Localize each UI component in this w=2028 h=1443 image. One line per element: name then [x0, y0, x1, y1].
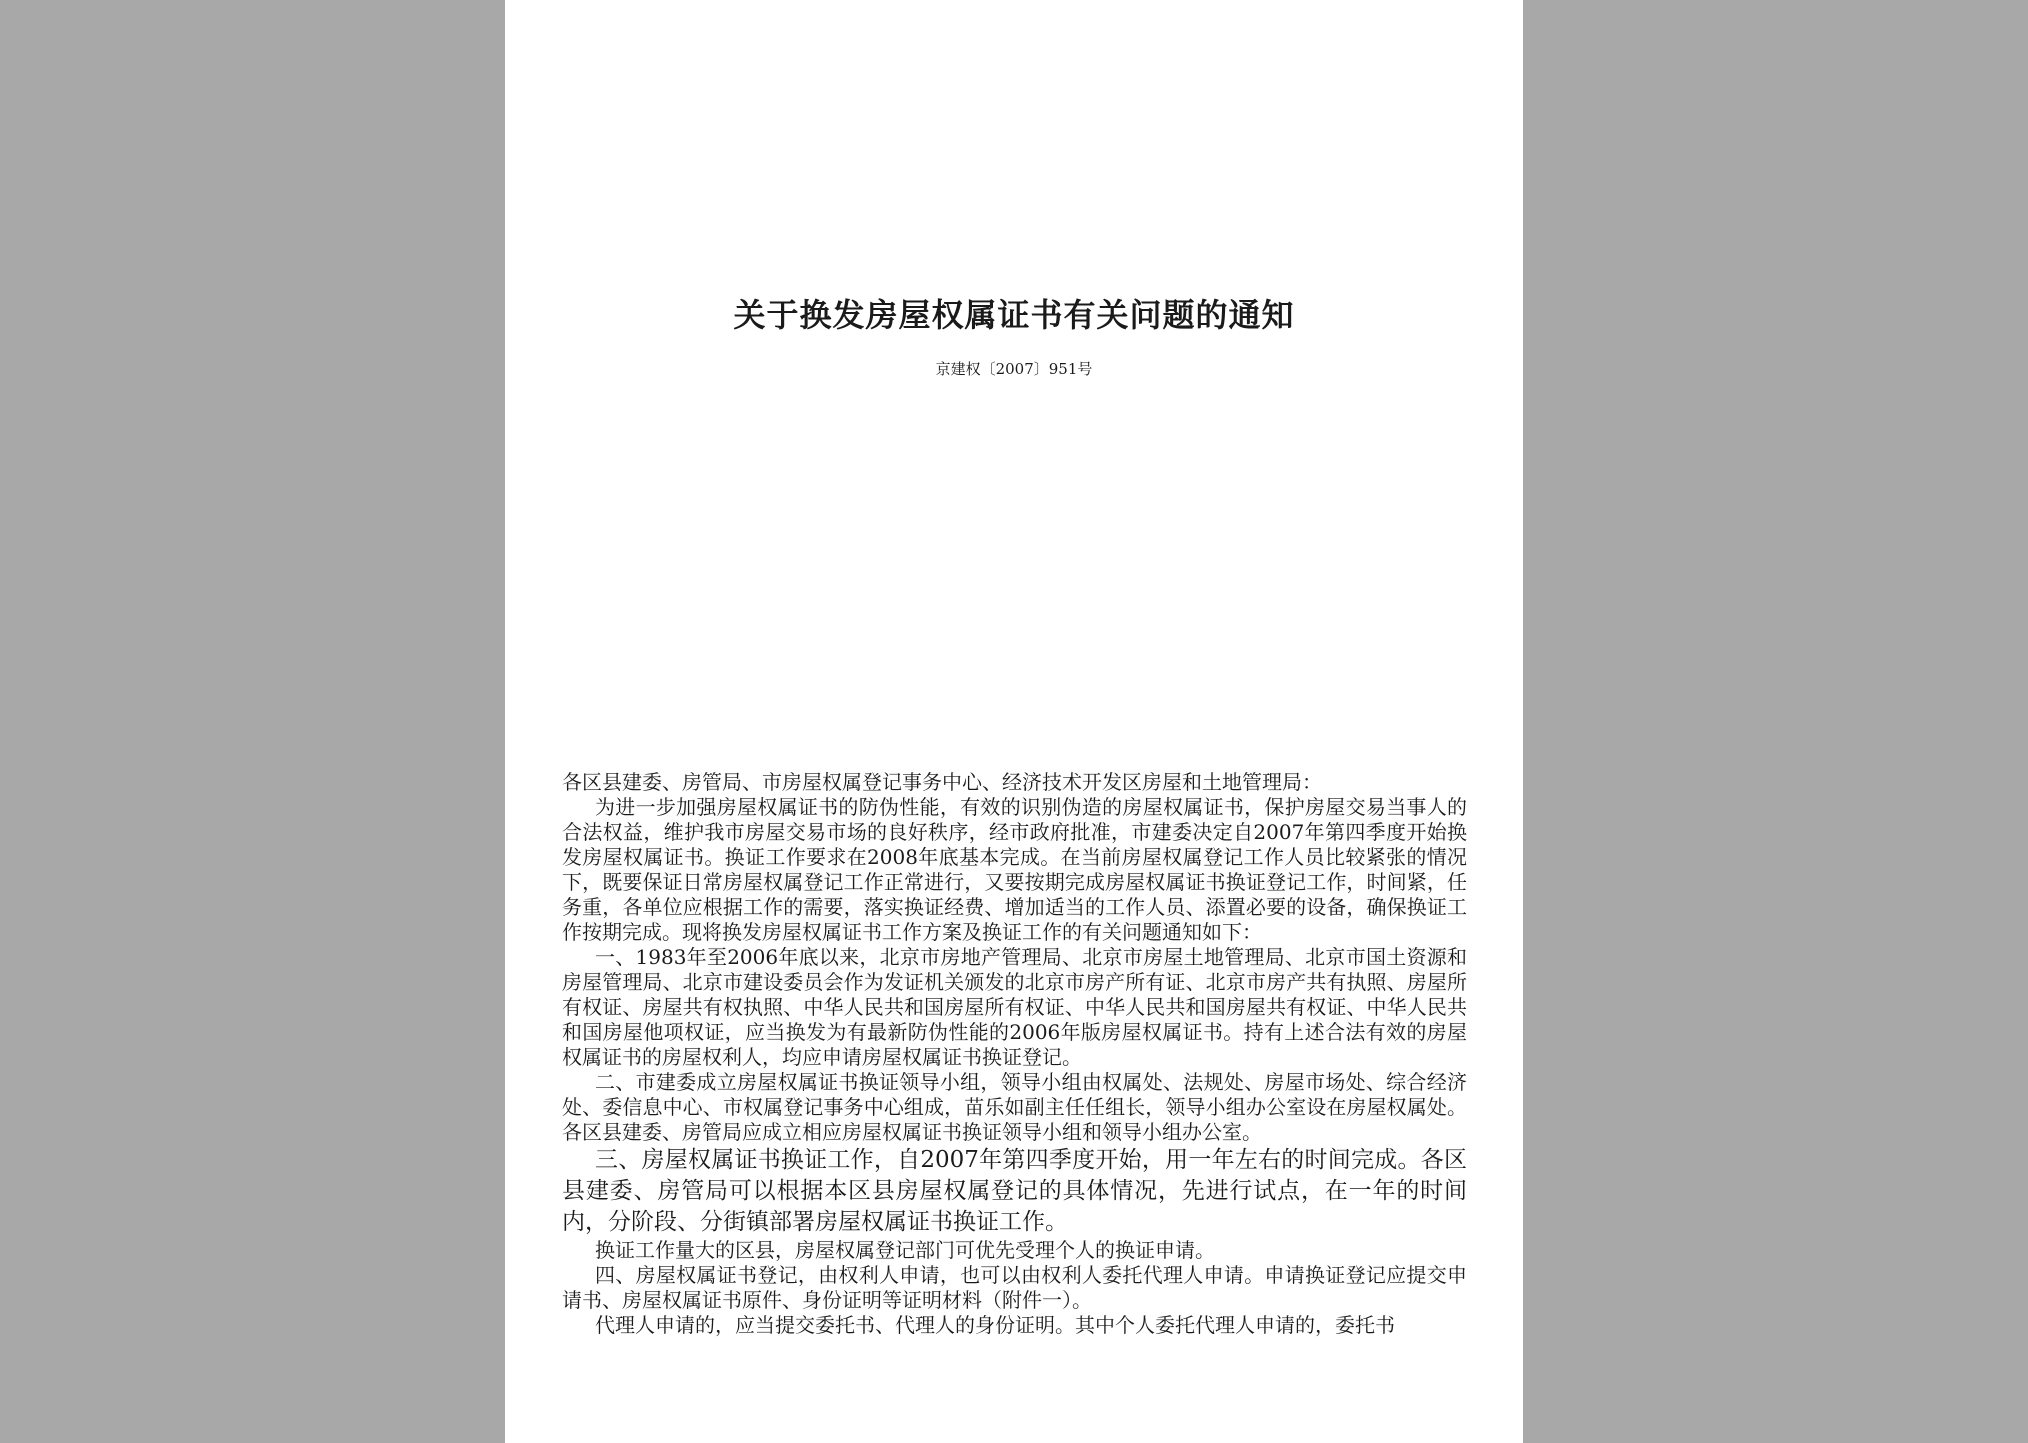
document-body — [562, 770, 1467, 1338]
document-title: 关于换发房屋权属证书有关问题的通知 — [733, 296, 1295, 334]
paragraph-item-3: 三、房屋权属证书换证工作，自2007年第四季度开始，用一年左右的时间完成。各区县建委、房管局可以根据本区县房屋权属登记的具体情况，先进行试点，在一年的时间内，分阶段、分街镇部署房屋权属证书换证工作。 — [562, 1147, 1467, 1235]
salutation: 各区县建委、房管局、市房屋权属登记事务中心、经济技术开发区房屋和土地管理局： — [562, 770, 1322, 794]
document-page — [505, 0, 1523, 1443]
paragraph-item-2: 二、市建委成立房屋权属证书换证领导小组，领导小组由权属处、法规处、房屋市场处、综合经济处、委信息中心、市权属登记事务中心组成，苗乐如副主任任组长，领导小组办公室设在房屋权属处。各区县建委、房管局应成立相应房屋权属证书换证领导小组和领导小组办公室。 — [562, 1070, 1467, 1144]
paragraph-item-4: 四、房屋权属证书登记，由权利人申请，也可以由权利人委托代理人申请。申请换证登记应提交申请书、房屋权属证书原件、身份证明等证明材料（附件一）。 — [562, 1263, 1467, 1312]
paragraph-item-4-agent: 代理人申请的，应当提交委托书、代理人的身份证明。其中个人委托代理人申请的，委托书 — [595, 1313, 1395, 1337]
paragraph-item-3-note: 换证工作量大的区县，房屋权属登记部门可优先受理个人的换证申请。 — [595, 1238, 1215, 1262]
document-number: 京建权〔2007〕951号 — [935, 360, 1093, 378]
paragraph-item-1: 一、1983年至2006年底以来，北京市房地产管理局、北京市房屋土地管理局、北京市国土资源和房屋管理局、北京市建设委员会作为发证机关颁发的北京市房产所有证、北京市房产共有执照、房屋所有权证、房屋共有权执照、中华人民共和国房屋所有权证、中华人民共和国房屋共有权证、中华人民共和国房屋他项权证，应当换发为有最新防伪性能的2006年版房屋权属证书。持有上述合法有效的房屋权属证书的房屋权利人，均应申请房屋权属证书换证登记。 — [562, 945, 1467, 1069]
paragraph-intro: 为进一步加强房屋权属证书的防伪性能，有效的识别伪造的房屋权属证书，保护房屋交易当事人的合法权益，维护我市房屋交易市场的良好秩序，经市政府批准，市建委决定自2007年第四季度开始换发房屋权属证书。换证工作要求在2008年底基本完成。在当前房屋权属登记工作人员比较紧张的情况下，既要保证日常房屋权属登记工作正常进行，又要按期完成房屋权属证书换证登记工作，时间紧，任务重，各单位应根据工作的需要，落实换证经费、增加适当的工作人员、添置必要的设备，确保换证工作按期完成。现将换发房屋权属证书工作方案及换证工作的有关问题通知如下： — [562, 795, 1467, 944]
